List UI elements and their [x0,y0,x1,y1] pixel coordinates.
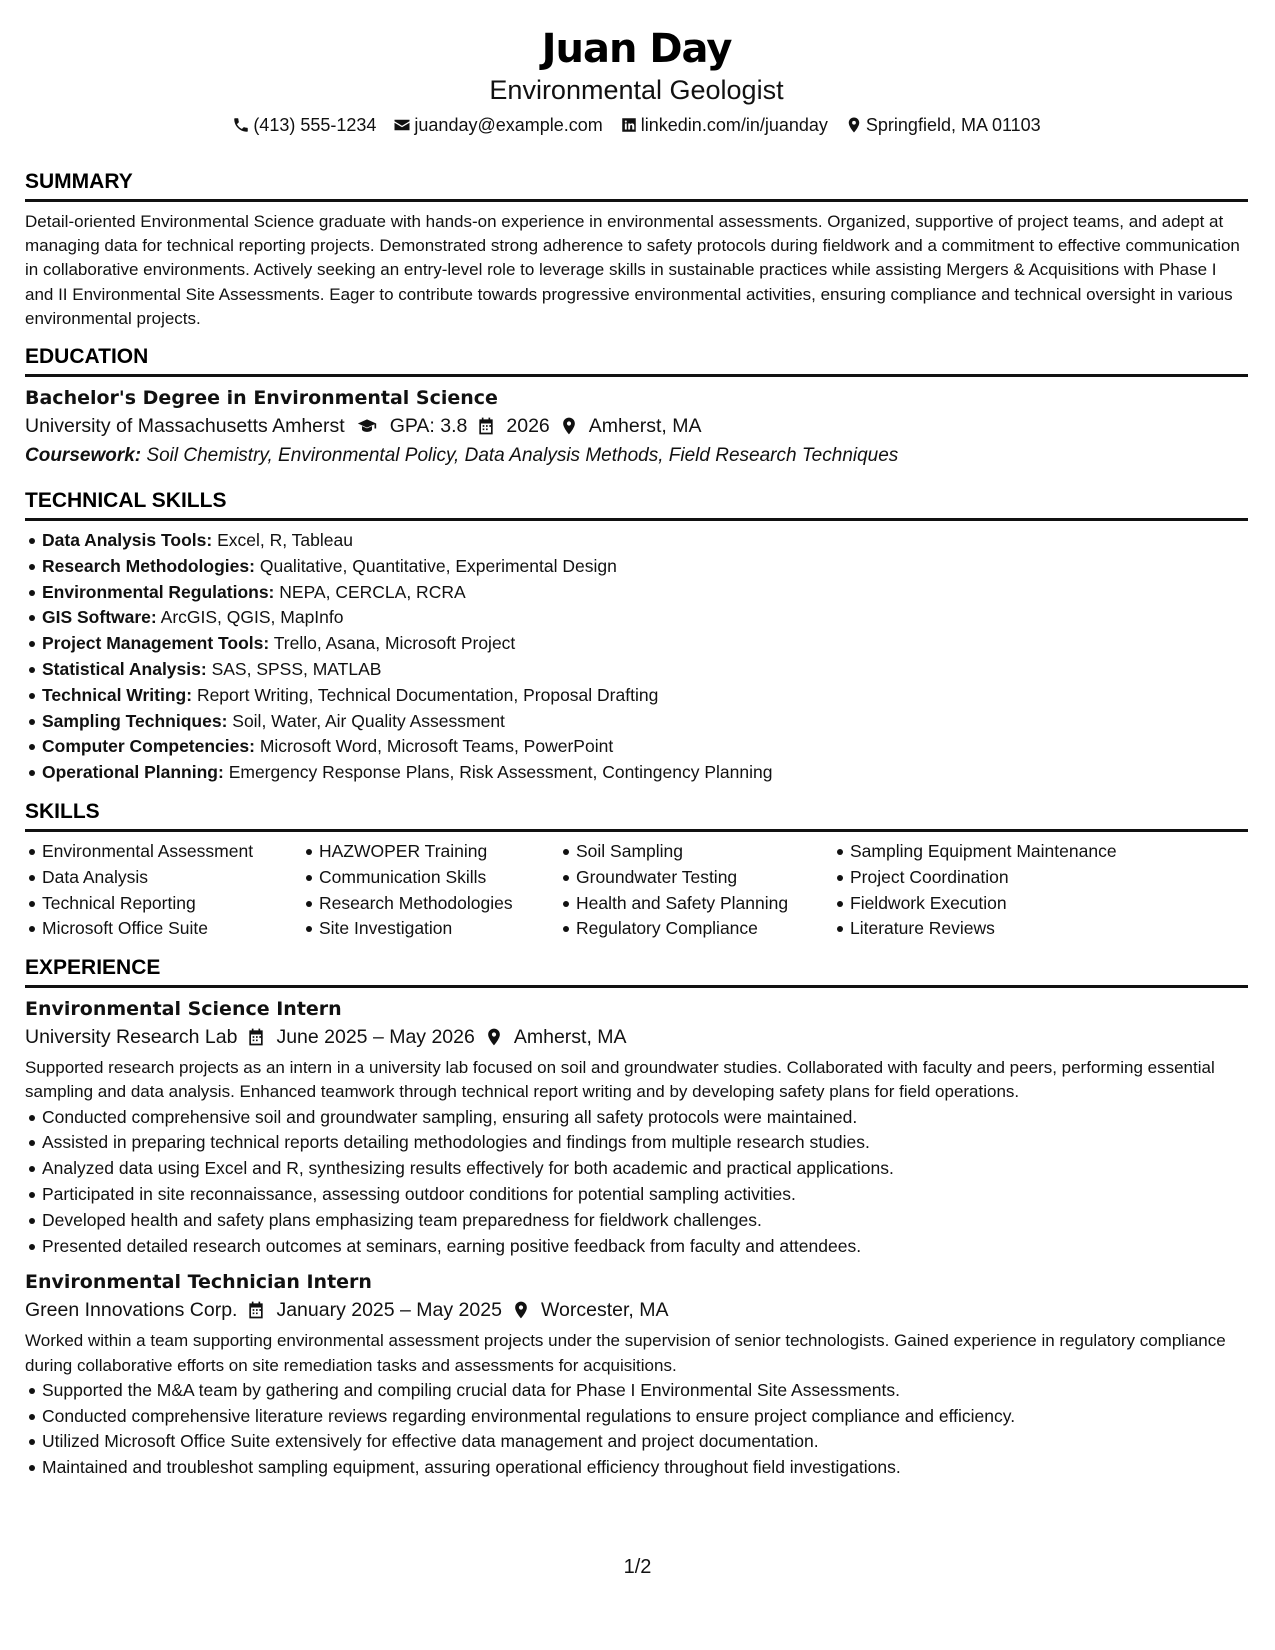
candidate-name: Juan Day [541,26,732,72]
technical-skills-heading: TECHNICAL SKILLS [25,488,1248,521]
summary-section [25,169,1248,331]
skill-category: Project Management Tools: [42,633,270,654]
job-dates: June 2025 – May 2026 [276,1026,475,1049]
coursework-label: Coursework: [25,445,142,467]
experience-bullet: Developed health and safety plans emphasizing team preparedness for fieldwork challenges. [42,1208,1248,1234]
contact-email[interactable] [393,114,602,136]
education-meta [25,411,1248,441]
map-pin-icon [484,1027,504,1047]
technical-skill-item [42,554,1248,580]
skill-item: Fieldwork Execution [850,891,1150,917]
job-meta [25,1295,1248,1325]
job-location: Amherst, MA [513,1026,627,1049]
experience-bullet: Maintained and troubleshot sampling equipment, assuring operational efficiency throughout field investigations. [42,1455,1248,1481]
skill-item: Groundwater Testing [576,865,833,891]
technical-skill-item [42,683,1248,709]
school-name: University of Massachusetts Amherst [25,415,345,438]
technical-skill-item [42,580,1248,606]
skill-category: Sampling Techniques: [42,710,228,731]
skill-values: Qualitative, Quantitative, Experimental Design [259,555,617,576]
education-heading: EDUCATION [25,344,1248,377]
skill-item: Data Analysis [42,865,302,891]
experience-bullet: Assisted in preparing technical reports detailing methodologies and findings from multiple research studies. [42,1130,1248,1156]
skills-section [25,799,1248,942]
phone-text: (413) 555-1234 [253,115,377,135]
skill-item: Health and Safety Planning [576,891,833,917]
gpa: GPA: 3.8 [389,415,468,438]
contact-location [845,114,1041,136]
job-location: Worcester, MA [540,1299,669,1322]
experience-bullet: Participated in site reconnaissance, assessing outdoor conditions for potential sampling activities. [42,1182,1248,1208]
job-meta [25,1022,1248,1052]
linkedin-text: linkedin.com/in/juanday [640,115,828,135]
graduation-year: 2026 [506,415,550,438]
job-organization: Green Innovations Corp. [25,1299,238,1322]
skills-column [25,839,302,942]
experience-heading: EXPERIENCE [25,955,1248,988]
technical-skill-item [42,734,1248,760]
map-pin-icon [559,416,579,436]
education-section [25,344,1248,471]
page-number: 1/2 [623,1556,652,1578]
school-location: Amherst, MA [588,415,702,438]
skills-column [302,839,559,942]
skill-item: Site Investigation [319,916,559,942]
skill-category: GIS Software: [42,607,157,628]
skill-item: HAZWOPER Training [319,839,559,865]
skill-values: NEPA, CERCLA, RCRA [279,581,466,602]
skill-category: Environmental Regulations: [42,581,275,602]
contact-linkedin[interactable] [620,114,828,136]
summary-heading: SUMMARY [25,169,1248,202]
experience-bullet: Analyzed data using Excel and R, synthesizing results effectively for both academic and practical applications. [42,1156,1248,1182]
technical-skill-item [42,631,1248,657]
job-title: Environmental Science Intern [25,998,342,1021]
skill-values: Soil, Water, Air Quality Assessment [232,710,505,731]
skill-values: Excel, R, Tableau [217,530,353,551]
linkedin-icon [620,116,638,134]
experience-bullet: Conducted comprehensive soil and groundwater sampling, ensuring all safety protocols were maintained. [42,1105,1248,1131]
calendar-icon [246,1300,266,1320]
degree-title: Bachelor's Degree in Environmental Science [25,387,498,410]
experience-bullet: Presented detailed research outcomes at seminars, earning positive feedback from faculty and attendees. [42,1234,1248,1260]
experience-entry [25,996,1248,1259]
job-summary: Supported research projects as an intern in a university lab focused on soil and groundwater studies. Collaborated with faculty and peers, performing essential sampling and data analysis. Enhanced teamwork through technical report writing and by developing safety plans for field operations. [25,1058,1215,1102]
candidate-title: Environmental Geologist [489,75,784,105]
technical-skills-list [25,528,1248,786]
email-text: juanday@example.com [414,115,603,135]
summary-text: Detail-oriented Environmental Science graduate with hands-on experience in environmental assessments. Organized, supportive of project teams, and adept at managing data for technical reporting projects. Demonstrated strong adherence to safety protocols during fieldwork and a commitment to effective communication in collaborative environments. Actively seeking an entry-level role to leverage skills in sustainable practices while assisting Mergers & Acquisitions with Phase I and II Environmental Site Assessments. Eager to contribute towards progressive environmental activities, ensuring compliance and technical oversight in various environmental projects. [25,212,1240,328]
skill-item: Soil Sampling [576,839,833,865]
skill-category: Technical Writing: [42,684,193,705]
coursework-line [25,441,1248,471]
experience-section [25,955,1248,1481]
skill-item: Project Coordination [850,865,1150,891]
technical-skill-item [42,657,1248,683]
skills-heading: SKILLS [25,799,1248,832]
skill-item: Literature Reviews [850,916,1150,942]
experience-list [25,996,1248,1481]
experience-bullet: Supported the M&A team by gathering and compiling crucial data for Phase I Environmental Site Assessments. [42,1378,1248,1404]
skill-item: Regulatory Compliance [576,916,833,942]
phone-icon [232,116,250,134]
skill-item: Technical Reporting [42,891,302,917]
skill-item: Communication Skills [319,865,559,891]
technical-skills-section [25,488,1248,786]
skill-category: Data Analysis Tools: [42,530,213,551]
skills-grid [25,839,1248,942]
skill-values: Report Writing, Technical Documentation, Proposal Drafting [196,684,659,705]
contact-phone [232,114,376,136]
graduation-cap-icon [354,416,380,436]
skill-values: Trello, Asana, Microsoft Project [273,633,516,654]
skill-values: ArcGIS, QGIS, MapInfo [160,607,344,628]
location-text: Springfield, MA 01103 [865,115,1041,135]
skill-values: Emergency Response Plans, Risk Assessment, Contingency Planning [228,762,773,783]
technical-skill-item [42,605,1248,631]
envelope-icon [393,116,411,134]
map-pin-icon [511,1300,531,1320]
skill-category: Research Methodologies: [42,555,255,576]
technical-skill-item [42,709,1248,735]
job-bullets [25,1105,1248,1260]
job-organization: University Research Lab [25,1026,238,1049]
contact-bar [25,114,1248,136]
experience-bullet: Utilized Microsoft Office Suite extensively for effective data management and project documentation. [42,1429,1248,1455]
technical-skill-item [42,528,1248,554]
skills-column [559,839,833,942]
calendar-icon [246,1027,266,1047]
coursework-list: Soil Chemistry, Environmental Policy, Data Analysis Methods, Field Research Techniques [146,445,899,467]
experience-bullet: Conducted comprehensive literature reviews regarding environmental regulations to ensure project compliance and efficiency. [42,1404,1248,1430]
technical-skill-item [42,760,1248,786]
skill-category: Statistical Analysis: [42,659,207,679]
resume-page [25,0,1248,1481]
skill-category: Operational Planning: [42,762,224,783]
skill-item: Research Methodologies [319,891,559,917]
map-pin-icon [845,116,863,134]
skill-item: Microsoft Office Suite [42,916,302,942]
skill-item: Environmental Assessment [42,839,302,865]
job-title: Environmental Technician Intern [25,1271,372,1294]
skill-category: Computer Competencies: [42,736,255,757]
job-bullets [25,1378,1248,1481]
job-dates: January 2025 – May 2025 [276,1299,502,1322]
skill-values: SAS, SPSS, MATLAB [211,659,382,679]
job-summary: Worked within a team supporting environmental assessment projects under the supervision of senior technologists. Gained experience in regulatory compliance during collaborative efforts on site remediation tasks and assessments for acquisitions. [25,1331,1226,1375]
skill-item: Sampling Equipment Maintenance [850,839,1150,865]
calendar-icon [476,416,496,436]
experience-entry [25,1269,1248,1481]
skills-column [833,839,1150,942]
skill-values: Microsoft Word, Microsoft Teams, PowerPoint [259,736,614,757]
